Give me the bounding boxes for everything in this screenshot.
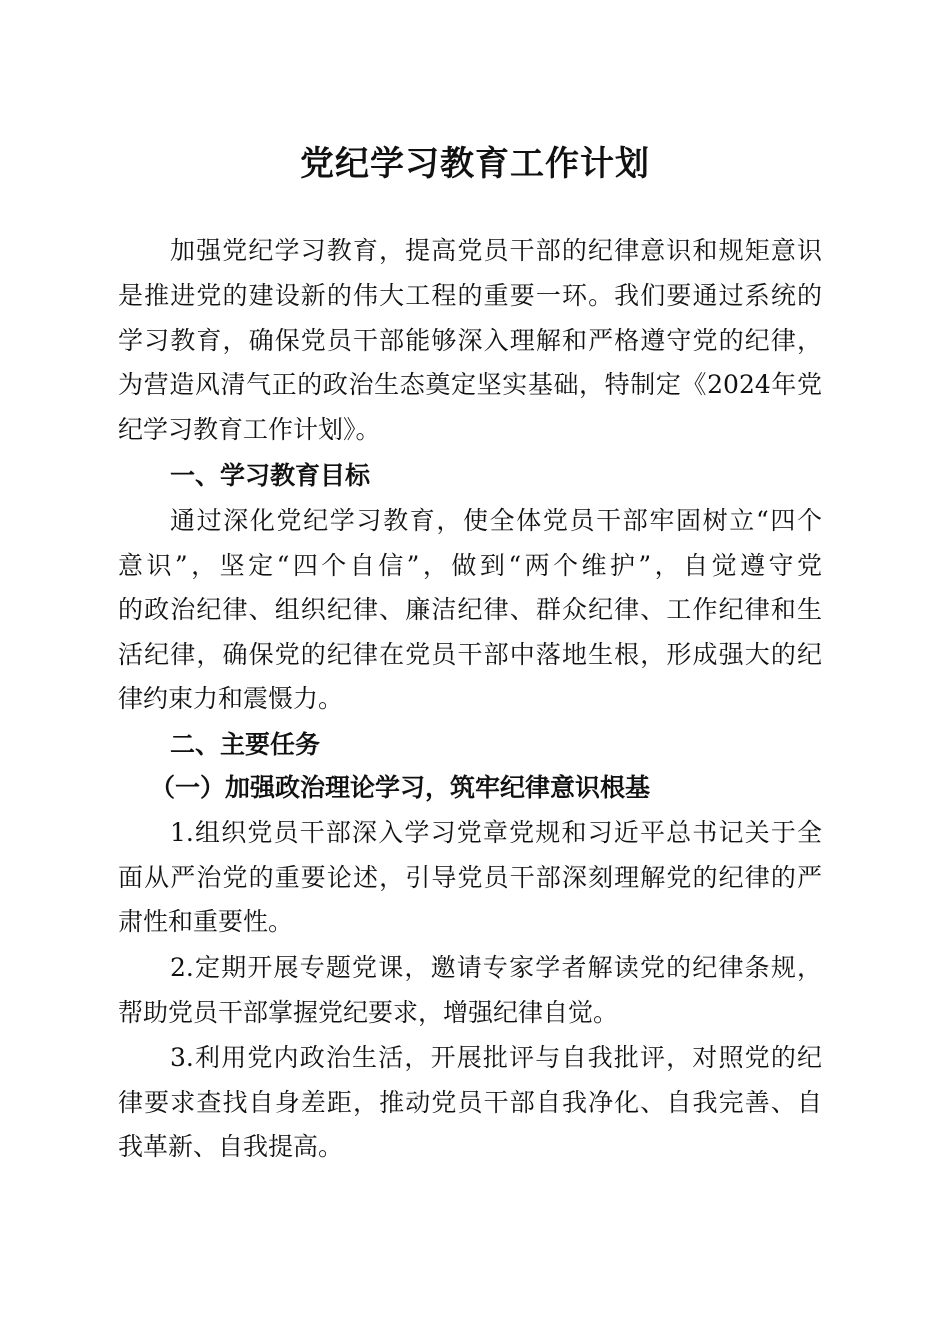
text-line: 律约束力和震慑力。 [118,684,344,713]
section-heading: 二、主要任务 [170,730,321,759]
text-line: 2.定期开展专题党课，邀请专家学者解读党的纪律条规， [170,953,822,982]
document-title: 党纪学习教育工作计划 [300,144,650,184]
text-line: 3.利用党内政治生活，开展批评与自我批评，对照党的纪 [170,1043,822,1072]
text-line: 为营造风清气正的政治生态奠定坚实基础，特制定《2024年党 [118,370,822,399]
text-line: 通过深化党纪学习教育，使全体党员干部牢固树立“四个 [170,506,822,535]
text-line: 活纪律，确保党的纪律在党员干部中落地生根，形成强大的纪 [118,640,822,669]
text-line: 1.组织党员干部深入学习党章党规和习近平总书记关于全 [170,818,822,847]
text-line: 帮助党员干部掌握党纪要求，增强纪律自觉。 [118,998,619,1027]
section-heading: 一、学习教育目标 [170,461,371,490]
text-line: 纪学习教育工作计划》。 [118,415,381,444]
text-line: 学习教育，确保党员干部能够深入理解和严格遵守党的纪律， [118,326,822,355]
text-line: 的政治纪律、组织纪律、廉洁纪律、群众纪律、工作纪律和生 [118,595,822,624]
text-line: 是推进党的建设新的伟大工程的重要一环。我们要通过系统的 [118,281,822,310]
text-line: 意识”，坚定“四个自信”，做到“两个维护”，自觉遵守党 [118,551,822,580]
subsection-heading: （一）加强政治理论学习，筑牢纪律意识根基 [150,773,651,802]
text-line: 面从严治党的重要论述，引导党员干部深刻理解党的纪律的严 [118,863,822,892]
text-line: 加强党纪学习教育，提高党员干部的纪律意识和规矩意识 [170,236,822,265]
text-line: 肃性和重要性。 [118,907,294,936]
text-line: 我革新、自我提高。 [118,1132,344,1161]
text-line: 律要求查找自身差距，推动党员干部自我净化、自我完善、自 [118,1088,822,1117]
